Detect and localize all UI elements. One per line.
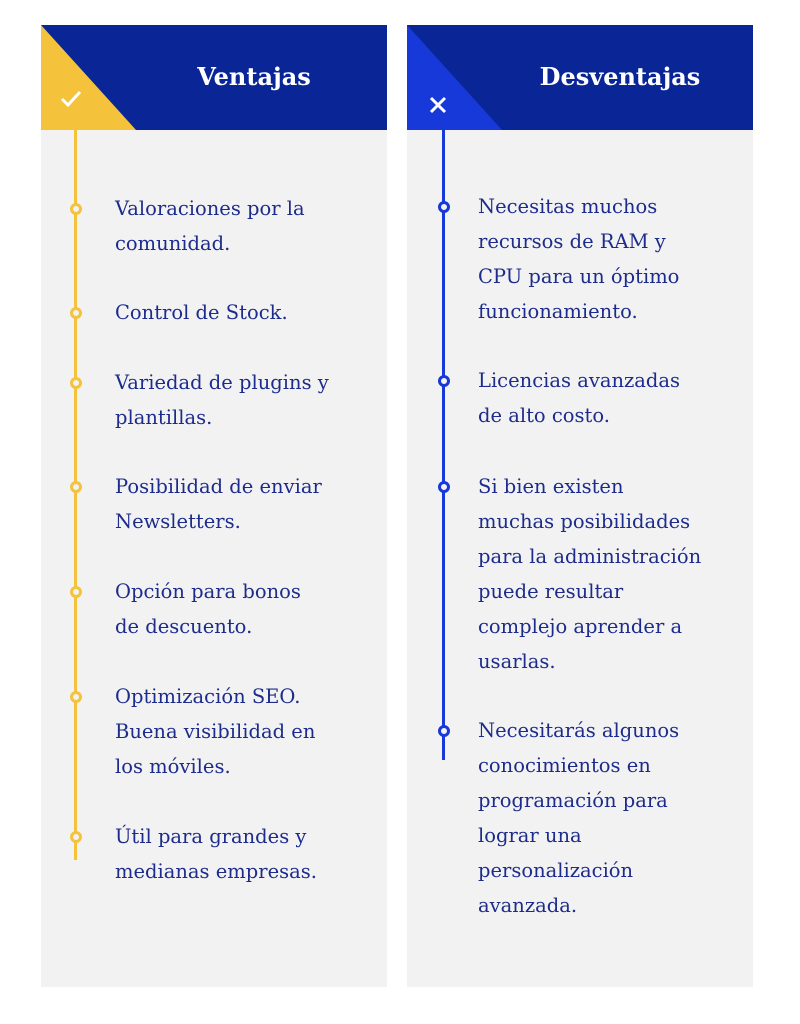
cons-item: [478, 363, 748, 433]
cons-item-dot: [438, 481, 450, 493]
pros-item-dot: [70, 481, 82, 493]
cons-item-text: Necesitarás algunos conocimientos en programación para lograr una personalización avanzada.: [478, 719, 680, 917]
pros-item: [115, 819, 375, 889]
pros-item-text: Valoraciones por la comunidad.: [115, 197, 305, 255]
pros-item: [115, 295, 375, 330]
pros-title: Ventajas: [197, 62, 311, 91]
cons-item: [478, 189, 748, 329]
cons-panel: [407, 25, 753, 987]
pros-item-text: Opción para bonos de descuento.: [115, 580, 301, 638]
pros-item: [115, 574, 375, 644]
cons-item-dot: [438, 201, 450, 213]
pros-item-text: Optimización SEO. Buena visibilidad en los móviles.: [115, 685, 316, 778]
cons-item-dot: [438, 725, 450, 737]
cons-item-text: Si bien existen muchas posibilidades para la administración puede resultar complejo aprender a usarlas.: [478, 475, 702, 673]
pros-item-dot: [70, 307, 82, 319]
close-icon: [428, 95, 448, 115]
pros-timeline: [74, 130, 77, 860]
cons-item-text: Licencias avanzadas de alto costo.: [478, 369, 681, 427]
pros-item-dot: [70, 203, 82, 215]
pros-item: [115, 469, 375, 539]
pros-item-text: Variedad de plugins y plantillas.: [115, 371, 329, 429]
cons-item-dot: [438, 375, 450, 387]
pros-item-text: Control de Stock.: [115, 301, 288, 324]
pros-panel: [41, 25, 387, 987]
pros-item: [115, 365, 375, 435]
pros-item: [115, 679, 375, 784]
cons-item: [478, 713, 748, 923]
cons-item-text: Necesitas muchos recursos de RAM y CPU para un óptimo funcionamiento.: [478, 195, 680, 323]
pros-item-dot: [70, 831, 82, 843]
cons-timeline: [442, 130, 445, 760]
pros-item-text: Posibilidad de enviar Newsletters.: [115, 475, 322, 533]
pros-item-text: Útil para grandes y medianas empresas.: [115, 825, 317, 883]
check-icon: [59, 89, 83, 109]
cons-item: [478, 469, 748, 679]
pros-header: [41, 25, 387, 130]
pros-item-dot: [70, 691, 82, 703]
cons-header: [407, 25, 753, 130]
pros-item-dot: [70, 377, 82, 389]
pros-item: [115, 191, 375, 261]
cons-title: Desventajas: [539, 62, 701, 91]
pros-item-dot: [70, 586, 82, 598]
